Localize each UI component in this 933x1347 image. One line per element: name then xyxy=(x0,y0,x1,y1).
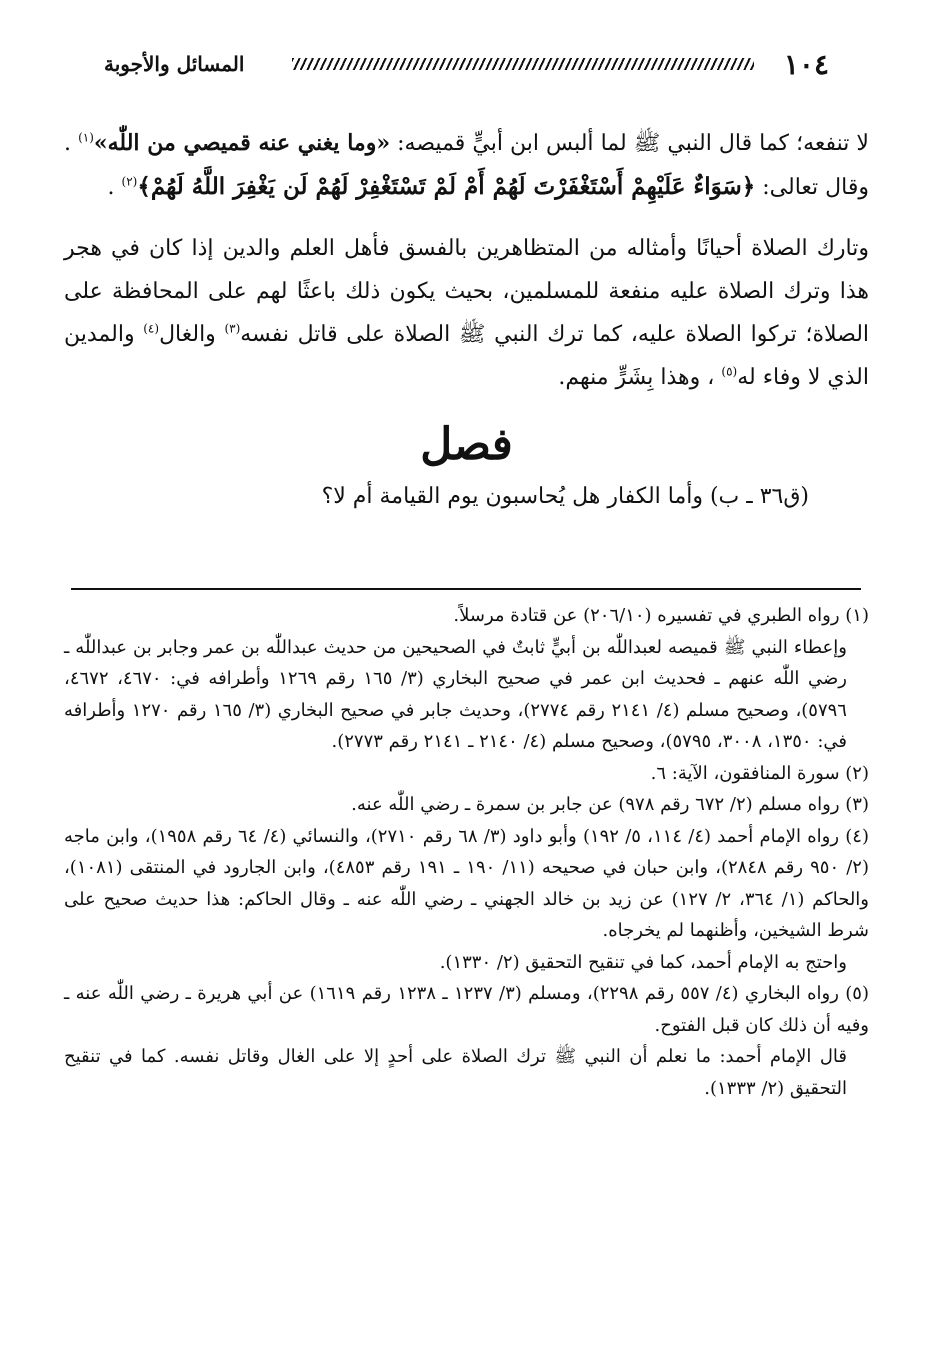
text-run: لا تنفعه؛ كما قال النبي ﷺ لما ألبس ابن أبيٍّ قميصه: xyxy=(390,131,869,156)
book-title: المسائل والأجوبة xyxy=(104,52,245,76)
paragraph-2 xyxy=(64,227,869,399)
footnote-3: (٣) رواه مسلم (٢/ ٦٧٢ رقم ٩٧٨) عن جابر بن سمرة ـ رضي اللّٰه عنه. xyxy=(351,794,869,815)
footnotes xyxy=(64,600,869,1104)
text-run: . xyxy=(107,175,122,200)
text-run: والمدين الذي لا وفاء له xyxy=(64,322,869,390)
section-heading: فصل xyxy=(420,419,513,470)
footnote-4-continued: واحتج به الإمام أحمد، كما في تنقيح التحقيق (٢/ ١٣٣٠). xyxy=(439,951,847,973)
text-run: ، وهذا بِشَرٍّ منهم. xyxy=(558,365,722,390)
footnote-ref-3[interactable]: (٣) xyxy=(224,321,241,336)
page-number: ١٠٤ xyxy=(783,47,829,81)
footnote-ref-5[interactable]: (٥) xyxy=(721,364,738,379)
footnote-separator xyxy=(71,588,861,590)
text-run: . وقال تعالى: xyxy=(64,131,869,200)
footnote-5: (٥) رواه البخاري (٤/ ٥٥٧ رقم ٢٢٩٨)، ومسلم (٣/ ١٢٣٧ ـ ١٢٣٨ رقم ١٦١٩) عن أبي هريرة ـ رضي اللّٰه عنه ـ وفيه أن ذلك كان قبل الفتوح. xyxy=(64,983,869,1036)
header-hatch-rule xyxy=(292,58,753,70)
main-text xyxy=(64,122,869,517)
quran-verse: ﴿سَوَاءٌ عَلَيْهِمْ أَسْتَغْفَرْتَ لَهُمْ أَمْ لَمْ تَسْتَغْفِرْ لَهُمْ لَن يَغْفِرَ اللَّهُ لَهُمْ﴾ xyxy=(137,173,756,200)
footnote-1-continued: وإعطاء النبي ﷺ قميصه لعبداللّٰه بن أبيٍّ ثابتٌ في الصحيحين من حديث عبداللّٰه بن عمر وجابر بن عبداللّٰه ـ رضي اللّٰه عنهم ـ فحديث ابن عمر في صحيح البخاري (٣/ ١٦٥ رقم ١٢٦٩ وأطرافه في: ٤٦٧٠، ٤٦٧٢، ٥٧٩٦)، وصحيح مسلم (٤/ ٢١٤١ رقم ٢٧٧٤)، وحديث جابر في صحيح البخاري (٣/ ١٦٥ رقم ١٢٧٠ وأطرافه في: ١٣٥٠، ٣٠٠٨، ٥٧٩٥)، وصحيح مسلم (٤/ ٢١٤٠ ـ ٢١٤١ رقم ٢٧٧٣). xyxy=(64,636,848,752)
footnote-2: (٢) سورة المنافقون، الآية: ٦. xyxy=(650,762,869,784)
text-run: والغال xyxy=(159,322,225,347)
footnote-ref-2[interactable]: (٢) xyxy=(121,174,138,189)
footnote-1: (١) رواه الطبري في تفسيره (٢٠٦/١٠) عن قتادة مرسلاً. xyxy=(453,605,869,626)
footnote-ref-1[interactable]: (١) xyxy=(78,130,94,145)
footnote-5-continued: قال الإمام أحمد: ما نعلم أن النبي ﷺ ترك الصلاة على أحدٍ إلا على الغال وقاتل نفسه. كما في تنقيح التحقيق (٢/ ١٣٣٣). xyxy=(64,1046,847,1099)
footnote-4: (٤) رواه الإمام أحمد (٤/ ١١٤، ٥/ ١٩٢) وأبو داود (٣/ ٦٨ رقم ٢٧١٠)، والنسائي (٤/ ٦٤ رقم ١٩٥٨)، وابن ماجه (٢/ ٩٥٠ رقم ٢٨٤٨)، وابن حبان في صحيحه (١١/ ١٩٠ ـ ١٩١ رقم ٤٨٥٣)، وابن الجارود في المنتقى (١٠٨١)، والحاكم (١/ ٣٦٤، ٢/ ١٢٧) عن زيد بن خالد الجهني ـ رضي اللّٰه عنه ـ وقال الحاكم: هذا حديث صحيح على شرط الشيخين، وأظنهما لم يخرجاه. xyxy=(64,825,869,941)
hadith-quote: «وما يغني عنه قميصي من اللّٰه» xyxy=(93,130,391,156)
text-run: وتارك الصلاة أحيانًا وأمثاله من المتظاهرين بالفسق فأهل العلم والدين إذا كان في هجر هذا وترك الصلاة عليه منفعة للمسلمين، بحيث يكون ذلك باعثًا لهم على المحافظة على الصلاة؛ تركوا الصلاة عليه، كما ترك النبي ﷺ الصلاة على قاتل نفسه xyxy=(64,236,870,347)
running-header xyxy=(104,44,829,84)
section-question: (ق٣٦ ـ ب) وأما الكفار هل يُحاسبون يوم القيامة أم لا؟ xyxy=(321,484,809,509)
footnote-ref-4[interactable]: (٤) xyxy=(143,321,160,336)
paragraph-1 xyxy=(64,122,869,209)
